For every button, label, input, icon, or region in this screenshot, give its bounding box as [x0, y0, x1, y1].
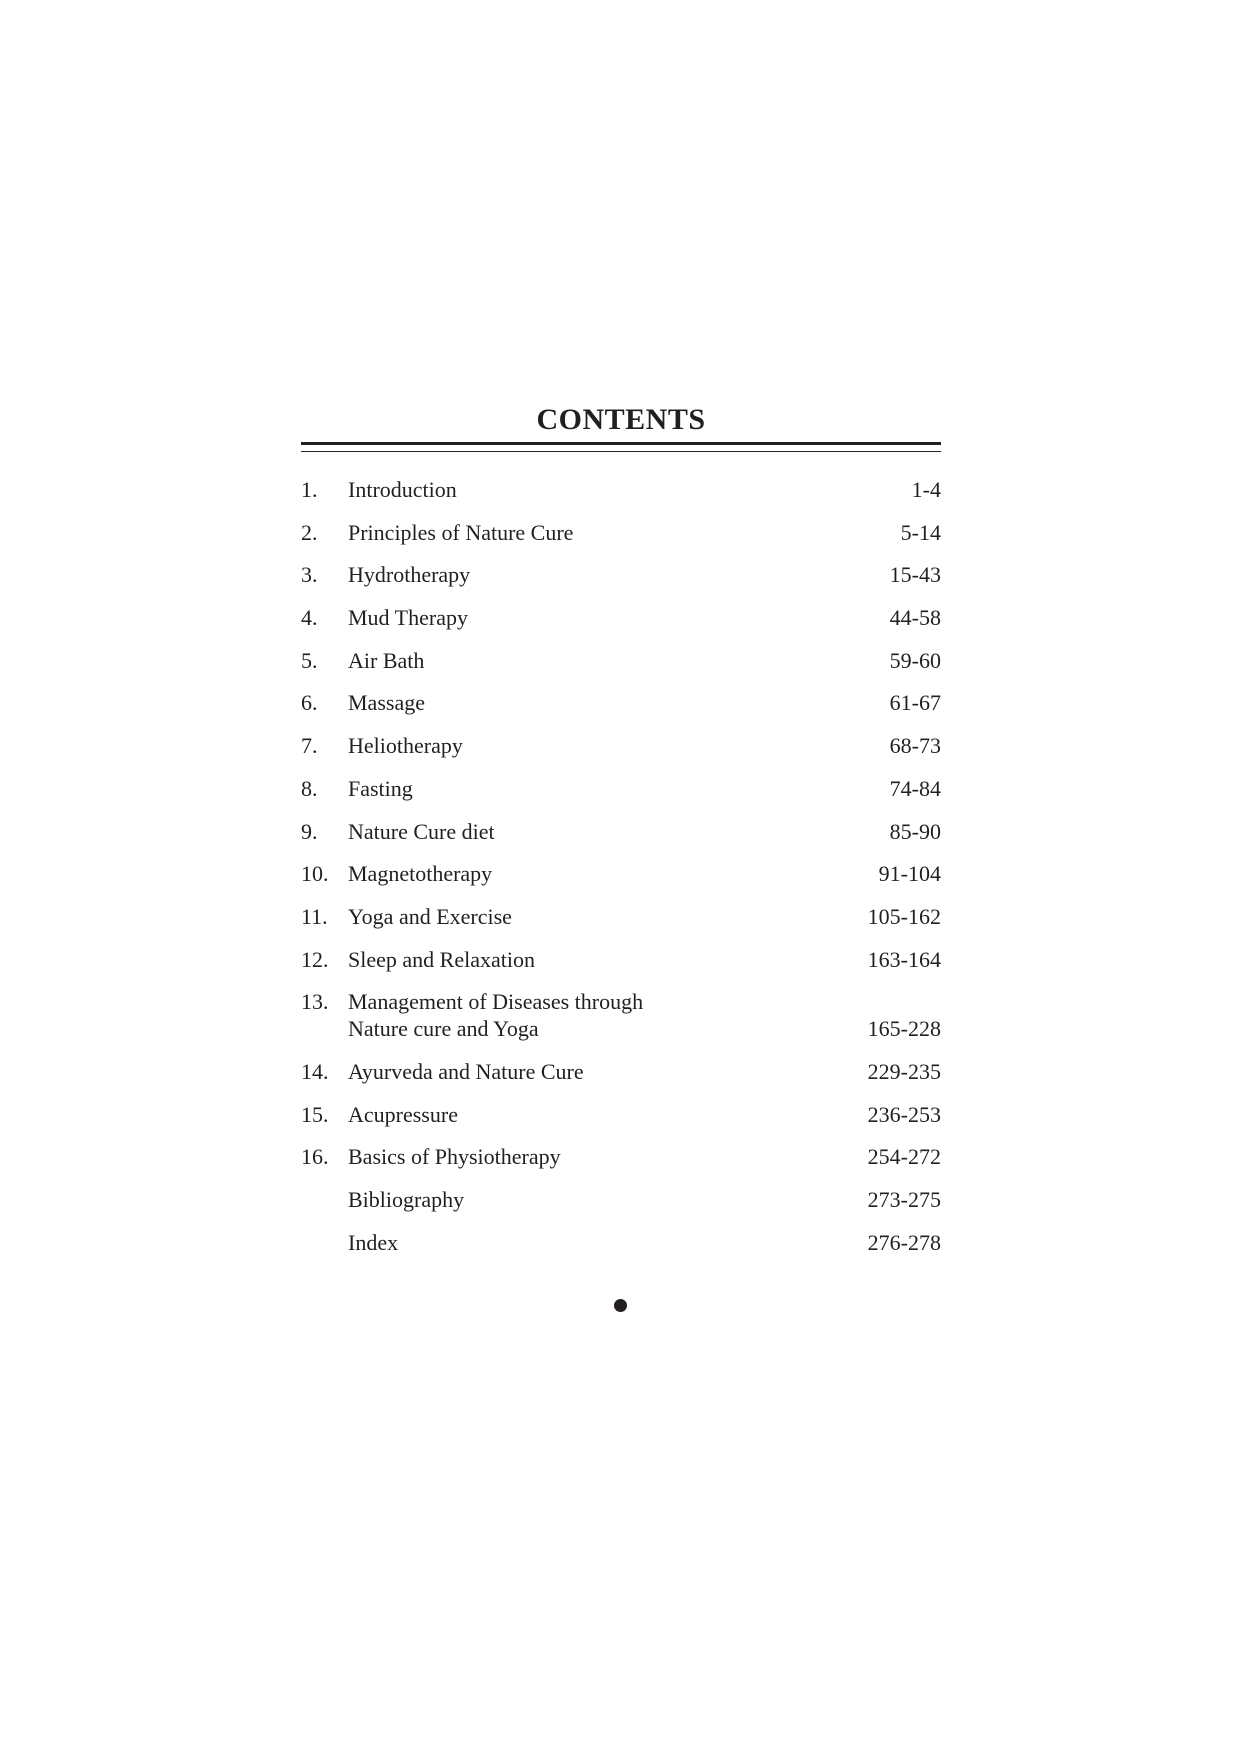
toc-entry-title-line: Nature cure and Yoga — [348, 1016, 539, 1042]
title-double-rule — [301, 442, 941, 452]
toc-entry-number: 4. — [301, 605, 318, 631]
toc-entry-title-line: Bibliography — [348, 1187, 465, 1212]
toc-entry-title-line: Heliotherapy — [348, 733, 463, 759]
toc-entry-number: 15. — [301, 1101, 329, 1127]
toc-entry-title-line: Nature Cure diet — [348, 818, 495, 844]
toc-entry-title-line: Massage — [348, 690, 425, 716]
toc-entry-number: 5. — [301, 647, 318, 673]
toc-entry-number: 16. — [301, 1144, 329, 1170]
toc-entry-title — [348, 860, 831, 887]
toc-entry-title — [348, 689, 831, 716]
toc-entry-pages: 74-84 — [889, 775, 941, 801]
toc-entry-title-line: Sleep and Relaxation — [348, 946, 535, 972]
toc-entry-title-line: Introduction — [348, 477, 457, 502]
toc-entry-title — [348, 1058, 831, 1085]
toc-entry-number: 7. — [301, 733, 318, 759]
toc-entry-pages: 276-278 — [867, 1229, 941, 1255]
toc-entry — [301, 647, 941, 674]
toc-entry-number: 10. — [301, 861, 329, 887]
toc-entry-title-line: Management of Diseases through — [348, 989, 644, 1015]
toc-entry-pages: 91-104 — [878, 861, 941, 887]
toc-entry — [301, 561, 941, 588]
toc-entry-title — [348, 1229, 831, 1256]
toc-entry — [301, 476, 941, 503]
table-of-contents — [301, 476, 941, 1256]
toc-entry — [301, 946, 941, 973]
page-title: CONTENTS — [536, 403, 706, 436]
toc-entry-number: 3. — [301, 562, 318, 588]
end-bullet-icon — [614, 1299, 627, 1312]
toc-entry-title — [348, 988, 831, 1042]
toc-entry-pages: 61-67 — [889, 690, 941, 716]
toc-entry — [301, 1101, 941, 1128]
toc-entry — [301, 1058, 941, 1085]
toc-entry-title — [348, 1143, 831, 1170]
toc-entry-title-line: Air Bath — [348, 647, 425, 673]
toc-entry-title-line: Ayurveda and Nature Cure — [348, 1058, 584, 1084]
toc-entry-title-line: Mud Therapy — [348, 605, 468, 631]
toc-entry-number: 11. — [301, 903, 328, 929]
toc-entry-number: 9. — [301, 818, 318, 844]
toc-entry-title — [348, 476, 831, 503]
toc-entry-number: 13. — [301, 989, 329, 1015]
toc-entry-pages: 273-275 — [867, 1187, 941, 1212]
toc-entry — [301, 818, 941, 845]
toc-entry-title-line: Acupressure — [348, 1101, 458, 1127]
toc-entry-pages: 1-4 — [911, 477, 941, 502]
toc-entry-number: 6. — [301, 690, 318, 716]
toc-entry-pages: 254-272 — [867, 1144, 941, 1170]
toc-entry-title — [348, 1186, 831, 1213]
toc-entry — [301, 519, 941, 546]
toc-entry-title — [348, 647, 831, 674]
toc-entry-title — [348, 775, 831, 802]
toc-entry-pages: 59-60 — [889, 647, 941, 673]
toc-entry-number: 1. — [301, 477, 318, 502]
toc-entry — [301, 903, 941, 930]
toc-entry-pages: 5-14 — [900, 519, 941, 545]
toc-entry-title — [348, 1101, 831, 1128]
toc-entry — [301, 689, 941, 716]
toc-entry-title — [348, 903, 831, 930]
toc-entry-number: 14. — [301, 1058, 329, 1084]
toc-entry-title-line: Index — [348, 1229, 399, 1255]
toc-entry-pages: 236-253 — [867, 1101, 941, 1127]
toc-entry-pages: 165-228 — [867, 1016, 941, 1042]
toc-entry-title — [348, 604, 831, 631]
toc-entry-pages: 68-73 — [889, 733, 941, 759]
toc-entry-number: 12. — [301, 946, 329, 972]
toc-entry-title — [348, 818, 831, 845]
toc-entry-title — [348, 946, 831, 973]
toc-entry-title-line: Hydrotherapy — [348, 562, 471, 588]
toc-entry-pages: 163-164 — [867, 946, 941, 972]
toc-entry-title-line: Yoga and Exercise — [348, 903, 512, 929]
toc-entry-title-line: Magnetotherapy — [348, 861, 493, 887]
toc-entry-title-line: Fasting — [348, 775, 413, 801]
toc-entry-title-line: Basics of Physiotherapy — [348, 1144, 561, 1170]
toc-entry-title-line: Principles of Nature Cure — [348, 519, 574, 545]
toc-entry — [301, 988, 941, 1042]
toc-entry — [301, 1229, 941, 1256]
toc-entry-pages: 15-43 — [889, 562, 941, 588]
toc-entry-title — [348, 519, 831, 546]
toc-entry-title — [348, 732, 831, 759]
toc-entry — [301, 775, 941, 802]
contents-section — [301, 402, 941, 1271]
toc-entry-number: 2. — [301, 519, 318, 545]
toc-entry — [301, 860, 941, 887]
toc-entry — [301, 732, 941, 759]
toc-entry-title — [348, 561, 831, 588]
toc-entry — [301, 1143, 941, 1170]
toc-entry-pages: 85-90 — [889, 818, 941, 844]
toc-entry-pages: 105-162 — [867, 903, 941, 929]
toc-entry — [301, 1186, 941, 1213]
toc-entry-pages: 229-235 — [867, 1058, 941, 1084]
toc-entry-number: 8. — [301, 775, 318, 801]
toc-entry-pages: 44-58 — [889, 605, 941, 631]
toc-entry — [301, 604, 941, 631]
